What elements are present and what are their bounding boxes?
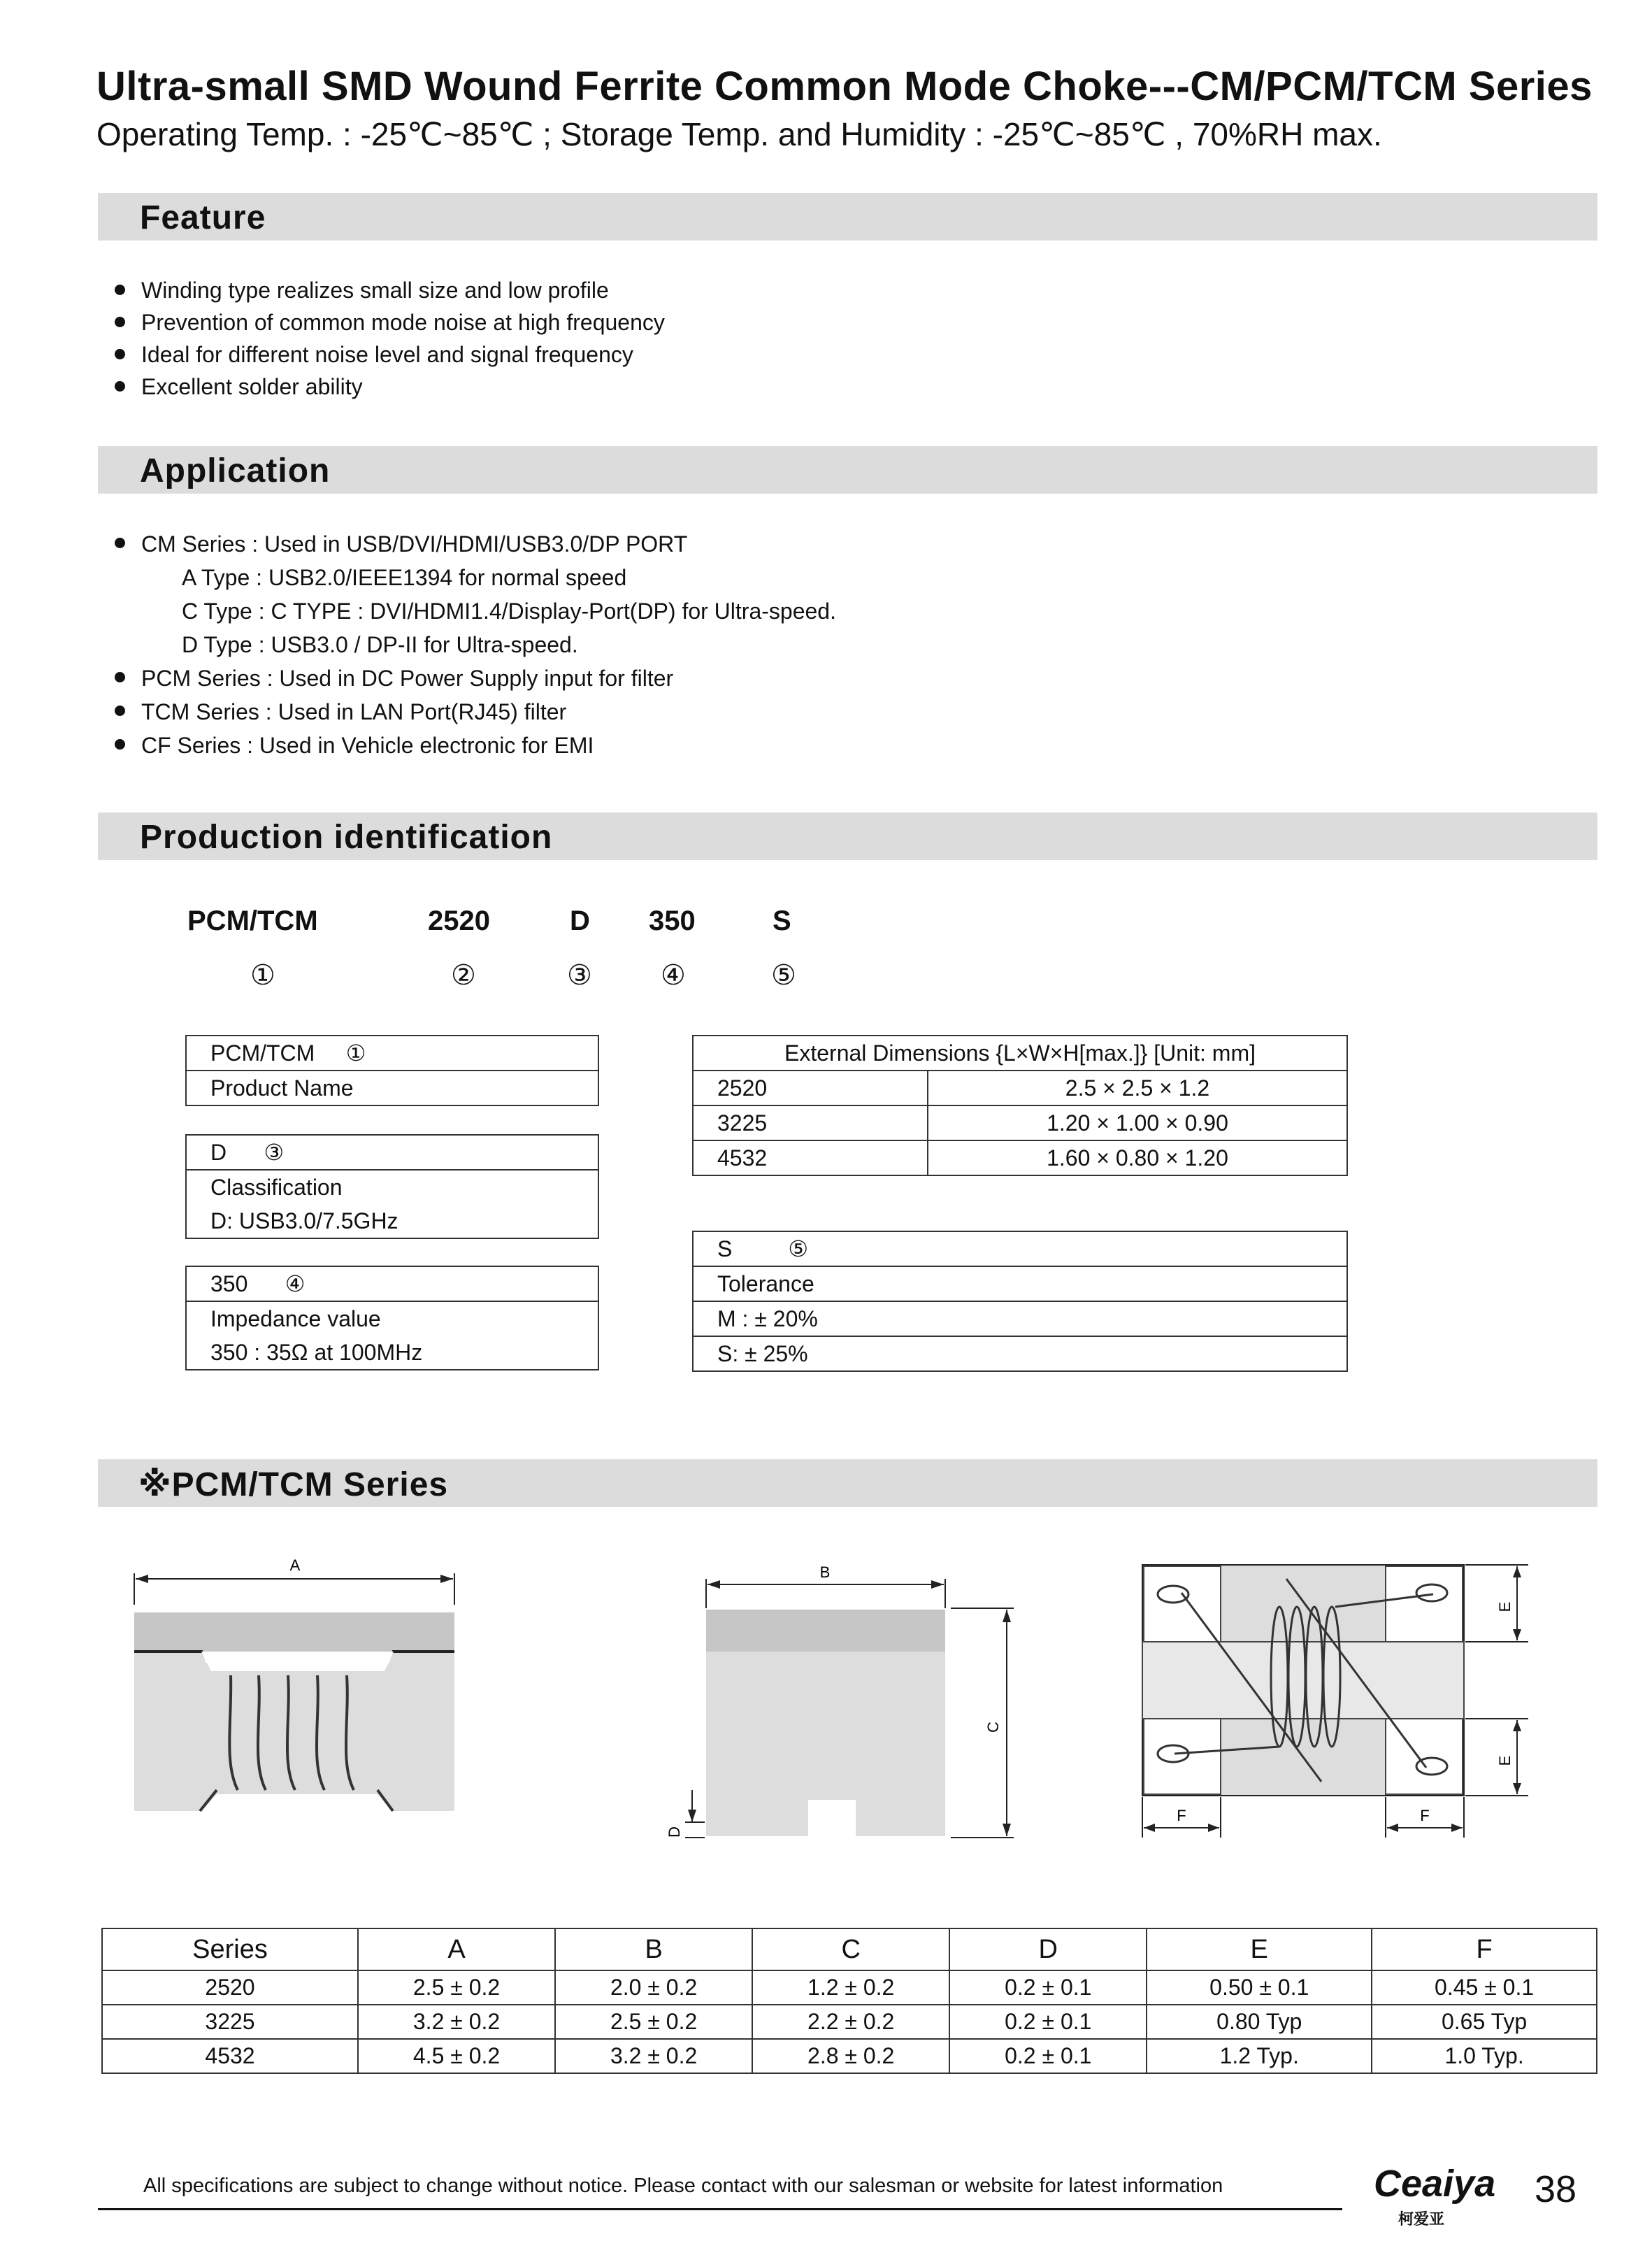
table-row: 2520 2.5 ± 0.2 2.0 ± 0.2 1.2 ± 0.2 0.2 ± 0.1 0.50 ± 0.1 0.45 ± 0.1	[102, 1970, 1597, 2005]
feature-list	[112, 274, 665, 403]
code-part-2: 2520	[428, 905, 490, 936]
dimension-label-e-top: E	[1496, 1601, 1514, 1612]
dimension-label-d: D	[666, 1826, 683, 1838]
series-heading: ※PCM/TCM Series	[138, 1466, 449, 1503]
application-list	[112, 527, 836, 762]
list-item: CF Series : Used in Vehicle electronic for EMI	[112, 729, 836, 762]
code-part-3: D	[570, 905, 590, 936]
series-band	[98, 1459, 1597, 1507]
bullet-icon	[115, 381, 125, 392]
table-header-row: Series A B C D E F	[102, 1928, 1597, 1970]
table-row: 4532 4.5 ± 0.2 3.2 ± 0.2 2.8 ± 0.2 0.2 ± 0.1 1.2 Typ. 1.0 Typ.	[102, 2039, 1597, 2073]
bullet-icon	[115, 739, 125, 750]
page-title: Ultra-small SMD Wound Ferrite Common Mode Choke---CM/PCM/TCM Series	[96, 64, 1593, 109]
classification-label: Classification	[186, 1170, 598, 1204]
bullet-icon	[115, 349, 125, 359]
table-row: 3225 3.2 ± 0.2 2.5 ± 0.2 2.2 ± 0.2 0.2 ± 0.1 0.80 Typ 0.65 Typ	[102, 2005, 1597, 2039]
dimension-label-e-bottom: E	[1496, 1755, 1514, 1766]
list-item: Winding type realizes small size and low profile	[112, 274, 665, 306]
page-subtitle: Operating Temp. : -25℃~85℃ ; Storage Temp. and Humidity : -25℃~85℃ , 70%RH max.	[96, 116, 1382, 152]
code-number-3: ③	[567, 960, 592, 991]
bullet-icon	[115, 672, 125, 682]
feature-band	[98, 193, 1597, 241]
identification-band	[98, 813, 1597, 860]
tolerance-label: Tolerance	[693, 1266, 1347, 1301]
front-view-drawing	[666, 1559, 1021, 1846]
dimension-label-b: B	[819, 1563, 831, 1581]
list-item: A Type : USB2.0/IEEE1394 for normal speed	[182, 565, 627, 590]
code-number-2: ②	[451, 960, 476, 991]
impedance-box: 350 ④ Impedance value 350 : 35Ω at 100MHz	[185, 1266, 599, 1370]
side-view-drawing	[126, 1552, 468, 1832]
code-part-1: PCM/TCM	[187, 905, 318, 936]
list-item: CM Series : Used in USB/DVI/HDMI/USB3.0/DP PORT	[112, 527, 836, 561]
brand-logo: Ceaiya	[1374, 2163, 1496, 2205]
impedance-value: 350 : 35Ω at 100MHz	[186, 1336, 598, 1370]
list-item: TCM Series : Used in LAN Port(RJ45) filter	[112, 695, 836, 729]
bullet-icon	[115, 706, 125, 716]
dimension-label-f-right: F	[1420, 1807, 1430, 1824]
application-heading: Application	[140, 452, 331, 489]
tolerance-m: M : ± 20%	[693, 1301, 1347, 1336]
dimension-label-f-left: F	[1177, 1807, 1186, 1824]
code-number-4: ④	[661, 960, 686, 991]
brand-logo-cn: 柯爱亚	[1398, 2210, 1445, 2228]
list-item: PCM Series : Used in DC Power Supply input for filter	[112, 661, 836, 695]
series-dimensions-table	[101, 1928, 1597, 2074]
tolerance-box: S ⑤ Tolerance M : ± 20% S: ± 25%	[692, 1231, 1348, 1372]
bullet-icon	[115, 285, 125, 295]
list-item: Ideal for different noise level and signal frequency	[112, 338, 665, 371]
list-item: Prevention of common mode noise at high frequency	[112, 306, 665, 338]
list-item: C Type : C TYPE : DVI/HDMI1.4/Display-Port(DP) for Ultra-speed.	[182, 599, 836, 624]
feature-heading: Feature	[140, 199, 266, 236]
tolerance-s: S: ± 25%	[693, 1336, 1347, 1371]
dimension-label-a: A	[289, 1556, 301, 1574]
top-view-drawing	[1140, 1551, 1538, 1845]
footer-divider	[98, 2208, 1342, 2210]
list-item: Excellent solder ability	[112, 371, 665, 403]
product-name-label: Product Name	[186, 1071, 598, 1105]
bullet-icon	[115, 317, 125, 327]
application-band	[98, 446, 1597, 494]
table-row: 4532 1.60 × 0.80 × 1.20	[693, 1140, 1347, 1175]
code-part-5: S	[773, 905, 791, 936]
code-number-1: ①	[250, 960, 275, 991]
classification-box: D ③ Classification D: USB3.0/7.5GHz	[185, 1134, 599, 1239]
impedance-label: Impedance value	[186, 1301, 598, 1336]
dimension-label-c: C	[984, 1721, 1002, 1733]
footer-notice: All specifications are subject to change without notice. Please contact with our salesman or website for latest information	[143, 2175, 1223, 2197]
code-number-5: ⑤	[771, 960, 796, 991]
dimensions-table	[692, 1035, 1348, 1176]
identification-heading: Production identification	[140, 819, 553, 856]
table-row: 3225 1.20 × 1.00 × 0.90	[693, 1105, 1347, 1140]
dimensions-header: External Dimensions {L×W×H[max.]} [Unit: mm]	[693, 1036, 1347, 1071]
product-name-box: PCM/TCM ① Product Name	[185, 1035, 599, 1106]
list-item: D Type : USB3.0 / DP-II for Ultra-speed.	[182, 632, 578, 657]
classification-value: D: USB3.0/7.5GHz	[186, 1204, 598, 1238]
bullet-icon	[115, 538, 125, 548]
page-number: 38	[1535, 2168, 1577, 2210]
code-part-4: 350	[649, 905, 696, 936]
table-row: 2520 2.5 × 2.5 × 1.2	[693, 1071, 1347, 1105]
